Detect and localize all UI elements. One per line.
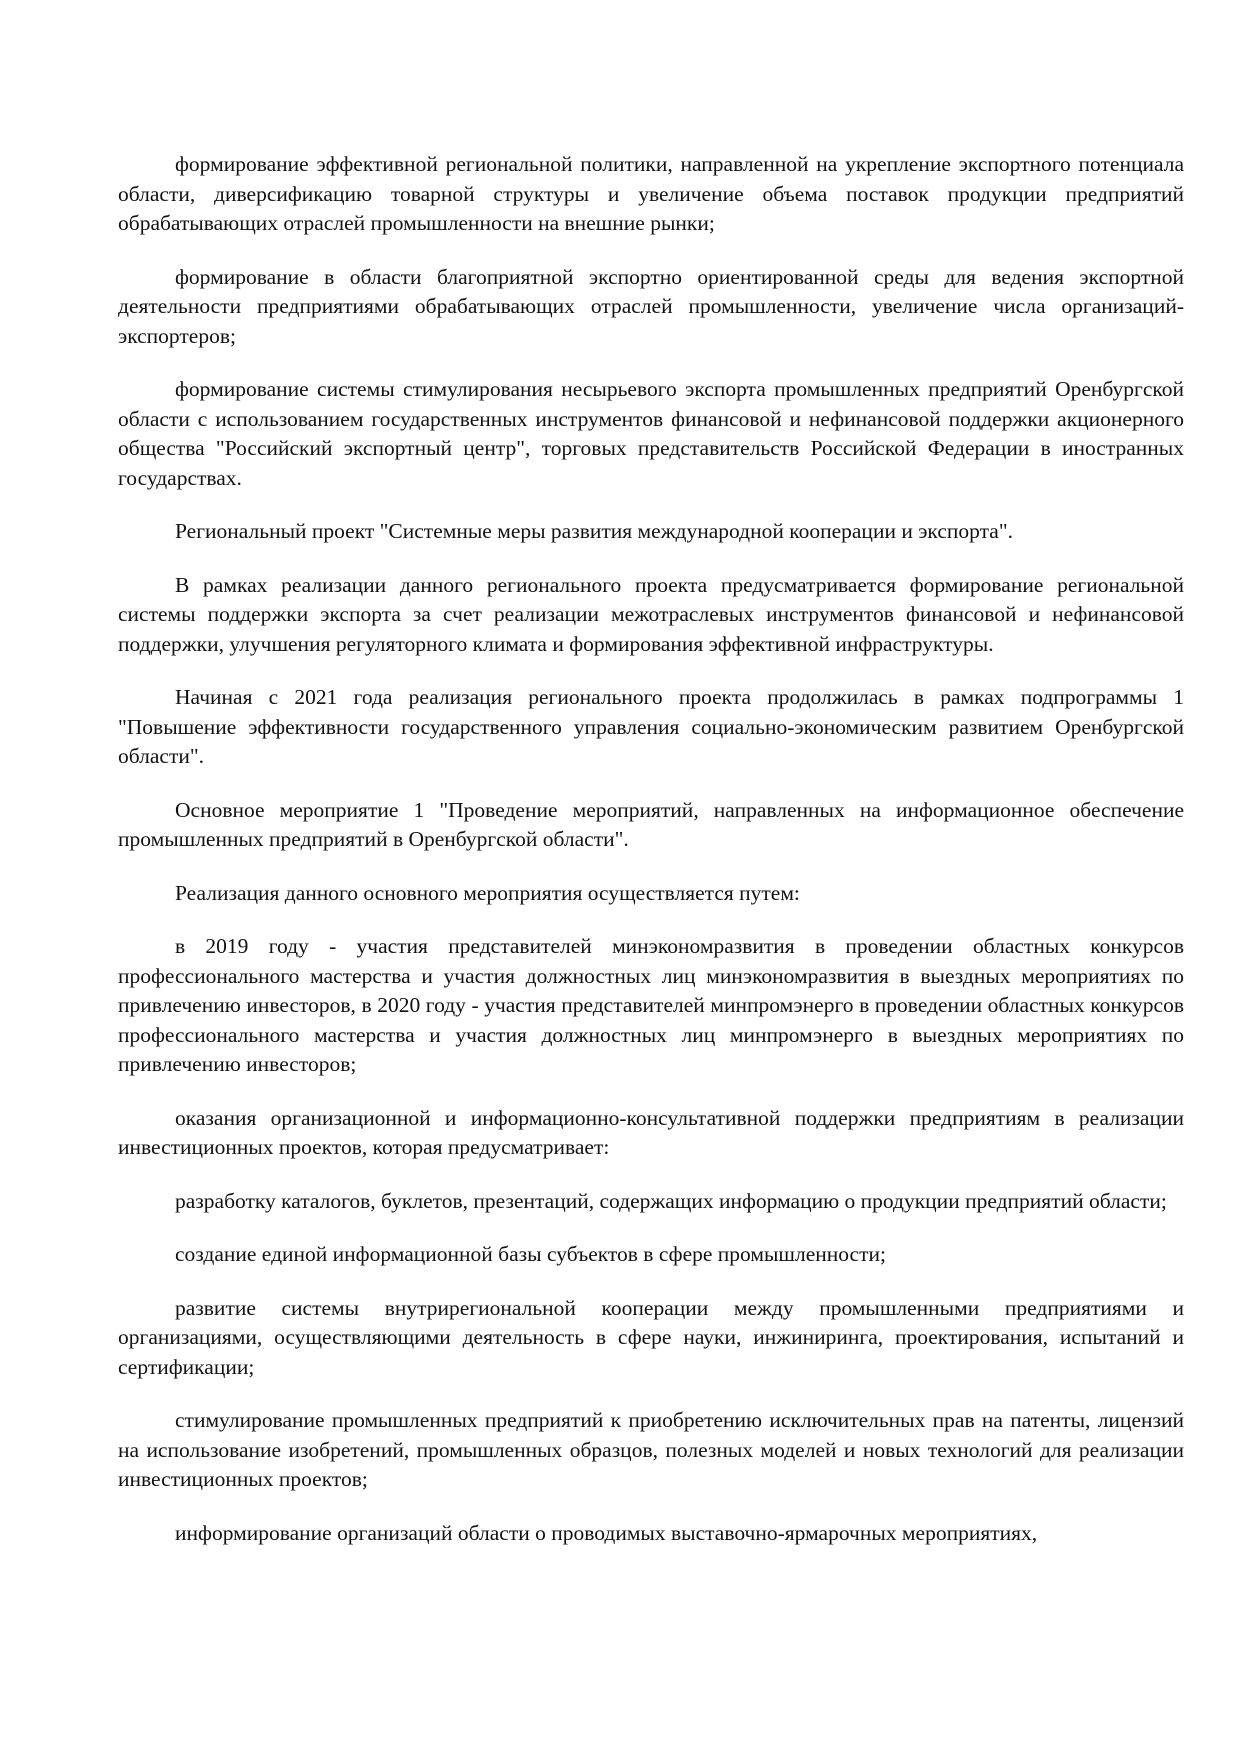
paragraph: Региональный проект "Системные меры развития международной кооперации и экспорта".: [175, 519, 1013, 543]
paragraph: оказания организационной и информационно-консультативной поддержки предприятиям в реализации инвестиционных проектов, которая предусматривает:: [118, 1105, 1184, 1159]
paragraph: разработку каталогов, буклетов, презентаций, содержащих информацию о продукции предприятий области;: [175, 1188, 1167, 1213]
paragraph: создание единой информационной базы субъектов в сфере промышленности;: [175, 1242, 886, 1266]
paragraph: в 2019 году - участия представителей минэкономразвития в проведении областных конкурсов профессионального мастерства и участия должностных лиц минэкономразвития в выездных мероприятиях по привлечению инвесторов, в 2020 году - участия представителей минпромэнерго в проведении областных конкурсов профессионального мастерства и участия должностных лиц минпромэнерго в выездных мероприятиях по привлечению инвесторов;: [118, 934, 1184, 1076]
paragraph: информирование организаций области о проводимых выставочно-ярмарочных мероприятиях,: [175, 1520, 1038, 1545]
paragraph: формирование системы стимулирования несырьевого экспорта промышленных предприятий Оренбургской области с использованием государственных инструментов финансовой и нефинансовой поддержки акционерного общества "Российский экспортный центр", торговых представительств Российской Федерации в иностранных государствах.: [118, 377, 1184, 490]
paragraph: формирование в области благоприятной экспортно ориентированной среды для ведения экспортной деятельности предприятиями обрабатывающих отраслей промышленности, увеличение числа организаций-экспортеров;: [118, 264, 1184, 348]
paragraph: Основное мероприятие 1 "Проведение мероприятий, направленных на информационное обеспечение промышленных предприятий в Оренбургской области".: [118, 797, 1184, 851]
paragraph: развитие системы внутрирегиональной кооперации между промышленными предприятиями и организациями, осуществляющими деятельность в сфере науки, инжиниринга, проектирования, испытаний и сертификации;: [118, 1295, 1184, 1379]
document-page: [118, 150, 1184, 1572]
paragraph: стимулирование промышленных предприятий к приобретению исключительных прав на патенты, лицензий на использование изобретений, промышленных образцов, полезных моделей и новых технологий для реализации инвестиционных проектов;: [118, 1408, 1184, 1491]
paragraph: формирование эффективной региональной политики, направленной на укрепление экспортного потенциала области, диверсификацию товарной структуры и увеличение объема поставок продукции предприятий обрабатывающих отраслей промышленности на внешние рынки;: [118, 152, 1184, 235]
paragraph: В рамках реализации данного регионального проекта предусматривается формирование региональной системы поддержки экспорта за счет реализации межотраслевых инструментов финансовой и нефинансовой поддержки, улучшения регуляторного климата и формирования эффективной инфраструктуры.: [118, 572, 1184, 656]
paragraph: Начиная с 2021 года реализация регионального проекта продолжилась в рамках подпрограммы 1 "Повышение эффективности государственного управления социально-экономическим развитием Оренбургской области".: [118, 685, 1184, 768]
paragraph: Реализация данного основного мероприятия осуществляется путем:: [175, 880, 800, 905]
